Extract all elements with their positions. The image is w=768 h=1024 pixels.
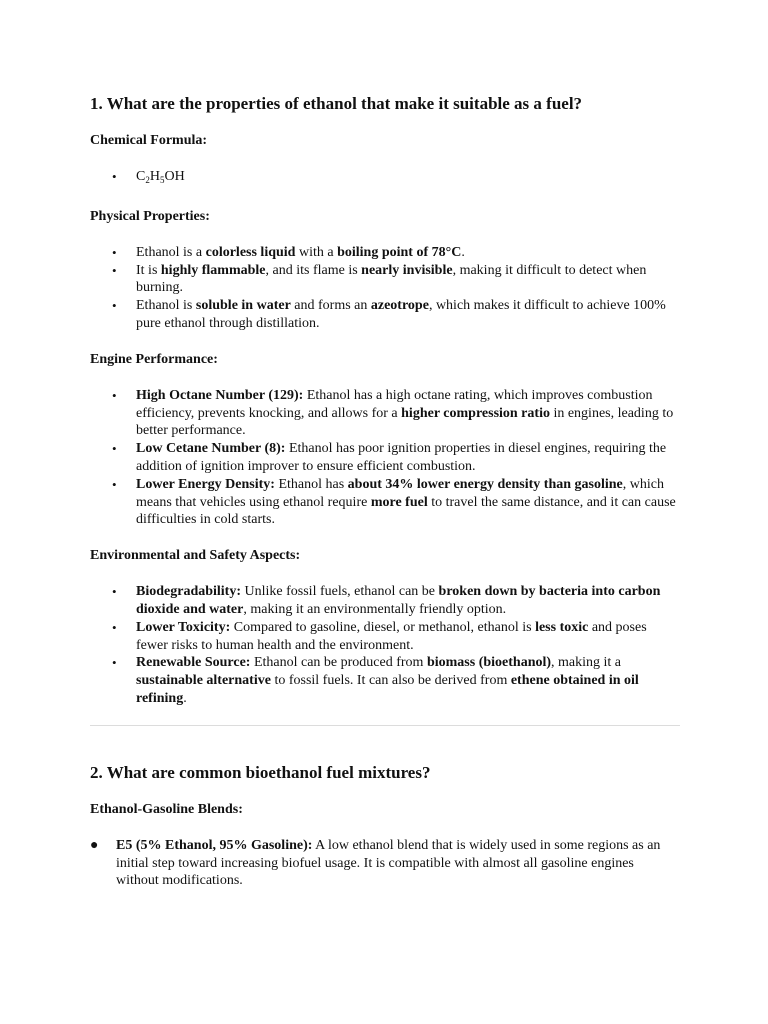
text-run: . — [461, 244, 465, 260]
section-2-title: 2. What are common bioethanol fuel mixtures? — [90, 762, 431, 782]
text-run: with a — [295, 244, 338, 260]
ethanol-gasoline-blends-heading: Ethanol-Gasoline Blends: — [90, 801, 243, 817]
bullet-icon: • — [112, 387, 117, 403]
bold-text: higher compression ratio — [401, 405, 550, 421]
bullet-icon: • — [112, 169, 117, 184]
bold-text: more fuel — [370, 494, 428, 510]
chemical-formula: $C_2H_5OH$ — [136, 169, 185, 185]
bold-text: E5 (5% Ethanol, 95% Gasoline): — [116, 837, 313, 853]
bold-text: less toxic — [535, 619, 589, 635]
bullet-icon: • — [112, 476, 117, 492]
text-run: to fossil fuels. It can also be derived from — [270, 673, 511, 689]
bold-text: sustainable alternative — [136, 673, 271, 689]
list-item — [90, 168, 680, 190]
text-run: , which makes it difficult to achieve 100% pure ethanol through distillation. — [136, 298, 666, 331]
text-run: Ethanol has poor ignition properties in diesel engines, requiring the addition of ignition improver to ensure efficient combustion. — [136, 441, 667, 474]
text-run: Ethanol is — [136, 298, 196, 314]
text-run: Ethanol can be produced from — [250, 655, 427, 671]
chemical-formula-heading: Chemical Formula: — [90, 133, 208, 148]
bold-text: soluble in water — [195, 298, 291, 314]
bullet-icon: • — [112, 298, 117, 314]
bold-text: ethene obtained in oil refining — [136, 673, 639, 706]
bold-text: colorless liquid — [205, 244, 296, 260]
engine-performance-heading: Engine Performance: — [90, 351, 218, 367]
text-run: A low ethanol blend that is widely used in some regions as an initial step toward increasing biofuel usage. It is compatible with almost all gasoline engines without modifications. — [116, 837, 661, 889]
text-run: in engines, leading to better performance. — [136, 405, 674, 439]
text-run: , making it a — [551, 655, 622, 671]
ethanol-gasoline-blends-list — [90, 837, 680, 890]
bold-text: nearly invisible — [361, 262, 453, 278]
bold-text: Biodegradability: — [136, 584, 242, 600]
chemical-formula-list — [90, 168, 680, 190]
list-item — [90, 837, 680, 890]
bold-text: High Octane Number (129): — [136, 387, 304, 403]
bullet-icon: ● — [90, 837, 99, 853]
text-run: to travel the same distance, and it can cause difficulties in cold starts. — [136, 494, 676, 528]
list-item — [90, 387, 680, 440]
list-item — [90, 262, 680, 298]
text-run: , which means that vehicles using ethanol require — [136, 476, 664, 510]
bold-text: Lower Energy Density: — [136, 476, 275, 492]
bold-text: biomass (bioethanol) — [426, 655, 552, 671]
text-run: Ethanol has a high octane rating, which improves combustion efficiency, prevents knocking, and allows for a — [136, 387, 653, 421]
bold-text: boiling point of 78°C — [337, 244, 462, 260]
text-run: and forms an — [290, 298, 371, 314]
engine-performance-list — [90, 387, 680, 529]
bold-text: about 34% lower energy density than gasoline — [347, 476, 623, 492]
text-run: It is — [136, 262, 161, 278]
bullet-icon: • — [112, 262, 117, 278]
physical-properties-list — [90, 244, 680, 333]
text-run: , making it an environmentally friendly option. — [243, 601, 507, 617]
text-run: , making it difficult to detect when burning. — [136, 262, 647, 296]
text-run: . — [183, 690, 187, 706]
environmental-safety-list — [90, 583, 680, 708]
list-item — [90, 244, 680, 262]
section-1-title: 1. What are the properties of ethanol that make it suitable as a fuel? — [90, 94, 583, 113]
bullet-icon: • — [112, 244, 117, 260]
list-item — [90, 654, 680, 707]
physical-properties-heading: Physical Properties: — [90, 208, 210, 224]
bold-text: Renewable Source: — [136, 655, 251, 671]
list-item — [90, 583, 680, 619]
bold-text: highly flammable — [160, 262, 266, 278]
list-item — [90, 440, 680, 476]
list-item — [90, 476, 680, 529]
list-item — [90, 297, 680, 333]
bullet-icon: • — [112, 655, 117, 671]
text-run: Ethanol is a — [136, 244, 206, 260]
bold-text: broken down by bacteria into carbon dioxide and water — [136, 584, 661, 617]
list-item — [90, 619, 680, 655]
document-content — [90, 94, 680, 890]
text-run: Unlike fossil fuels, ethanol can be — [241, 584, 439, 600]
bold-text: Lower Toxicity: — [136, 619, 231, 635]
bold-text: Low Cetane Number (8): — [136, 441, 286, 457]
bold-text: azeotrope — [370, 298, 429, 314]
text-run: Compared to gasoline, diesel, or methanol, ethanol is — [230, 619, 536, 635]
text-run: , and its flame is — [265, 262, 362, 278]
environmental-safety-heading: Environmental and Safety Aspects: — [90, 548, 301, 564]
text-run: Ethanol has — [274, 476, 348, 492]
bullet-icon: • — [112, 441, 117, 457]
bullet-icon: • — [112, 619, 117, 635]
bullet-icon: • — [112, 584, 117, 600]
text-run: and poses fewer risks to human health and the environment. — [136, 619, 647, 653]
